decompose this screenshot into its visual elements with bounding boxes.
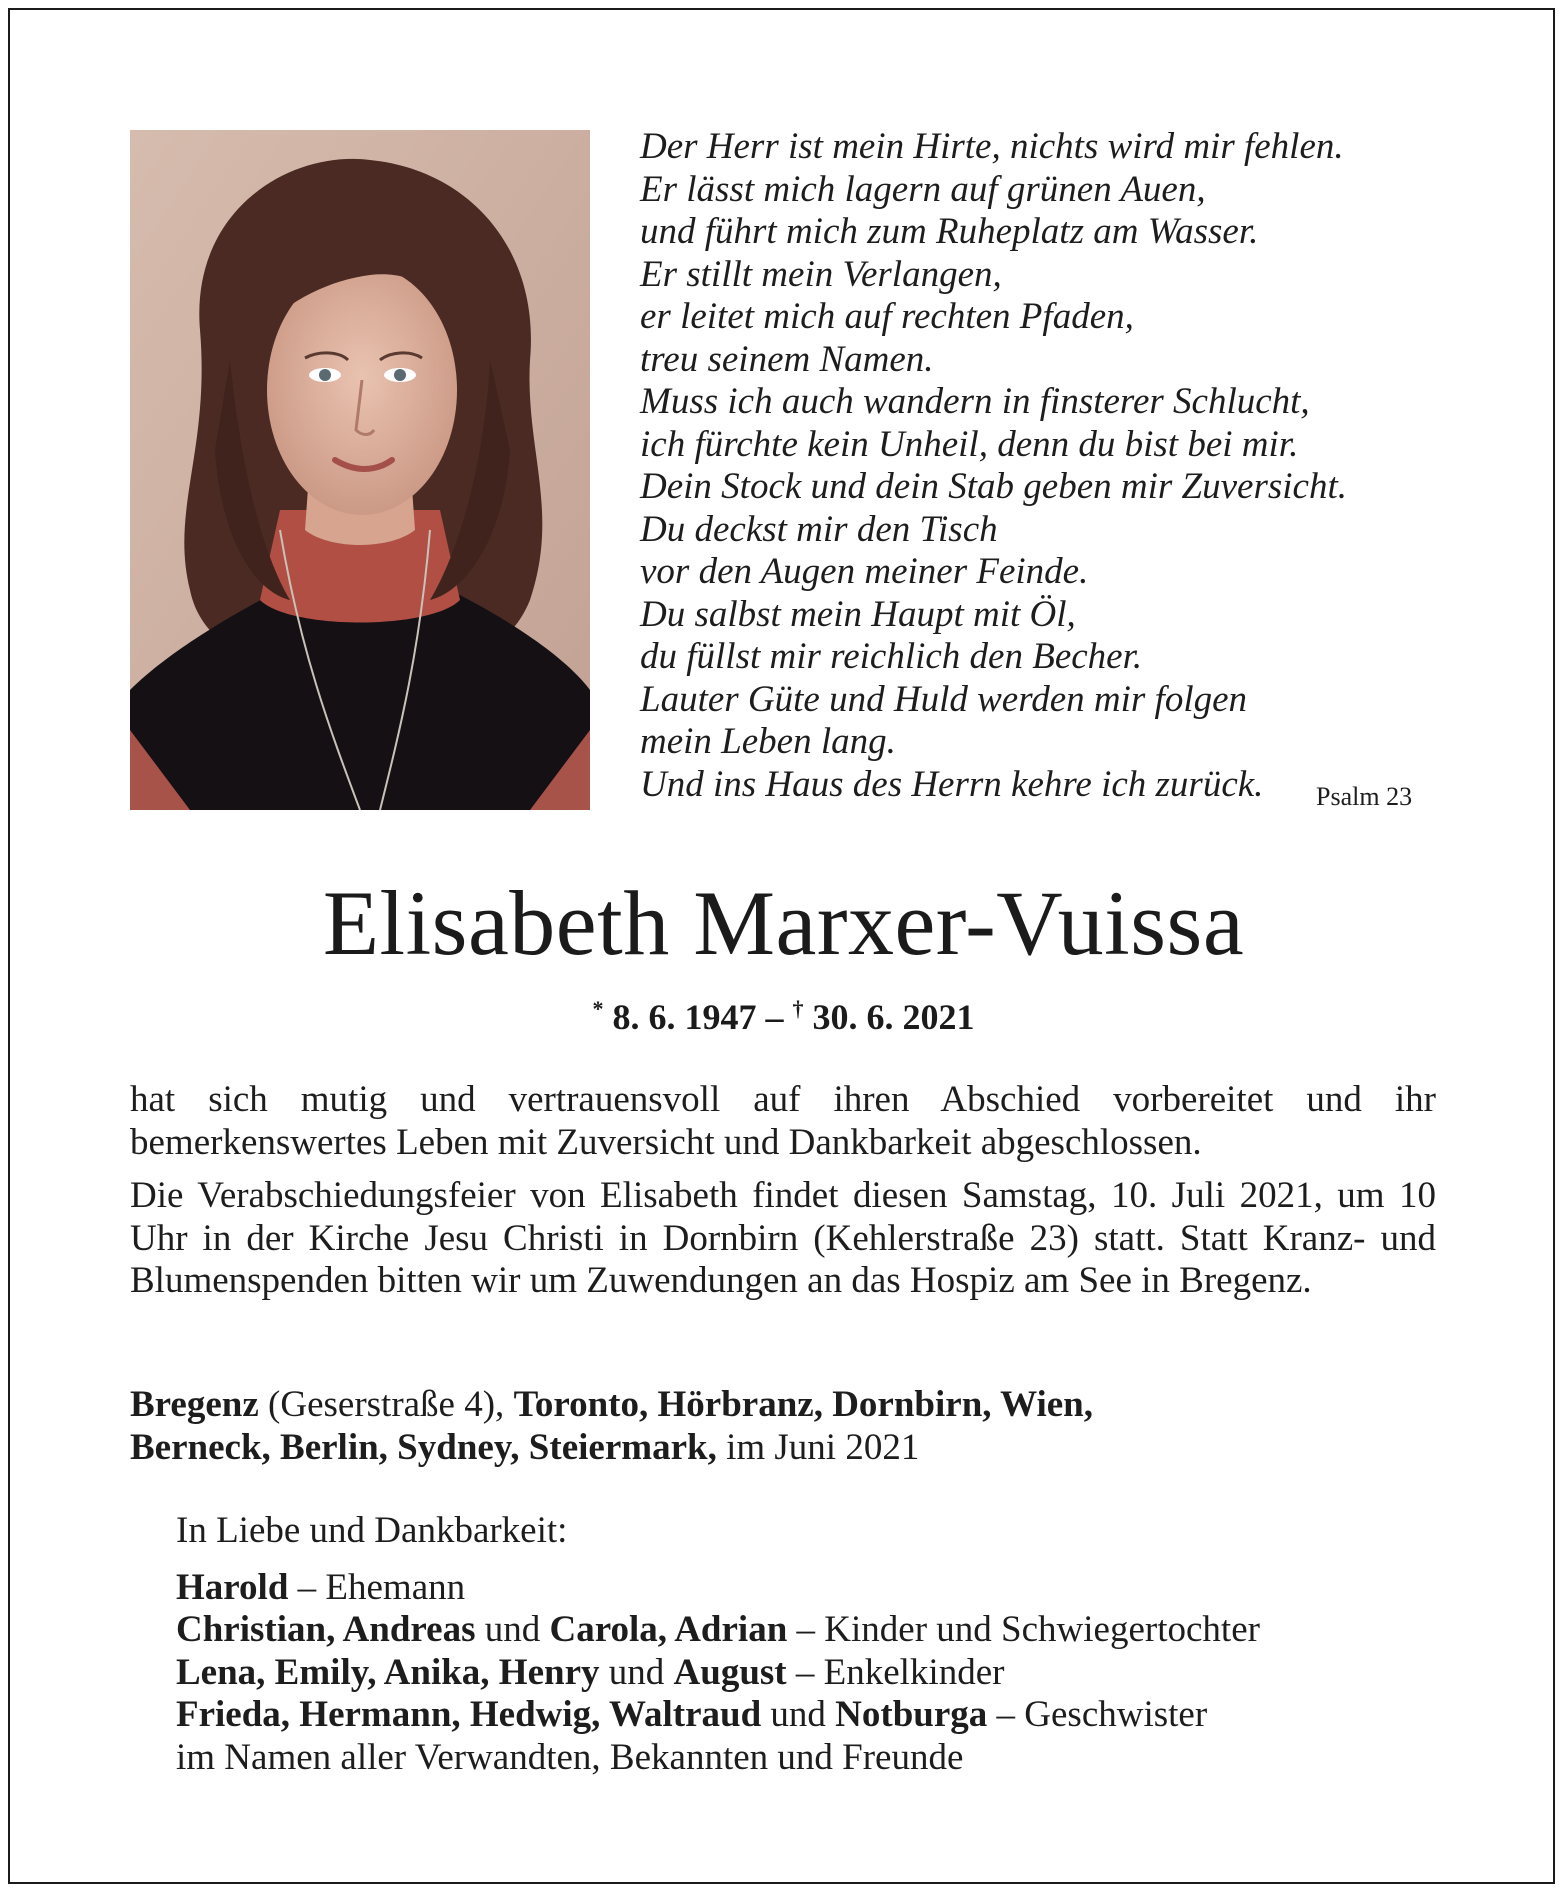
grandchildren-relation: – Enkelkinder (786, 1651, 1005, 1693)
portrait-photo (130, 130, 590, 810)
psalm-line: Muss ich auch wandern in finsterer Schlucht, (640, 381, 1310, 422)
siblings-names-a: Frieda, Hermann, Hedwig, Waltraud (176, 1694, 762, 1735)
spouse-names: Harold (176, 1566, 289, 1608)
children-joiner: und (475, 1609, 550, 1650)
family-row-grandchildren (176, 1652, 1466, 1695)
birth-date: 8. 6. 1947 (612, 997, 757, 1037)
children-names-a: Christian, Andreas (176, 1609, 476, 1650)
siblings-names-b: Notburga (835, 1694, 988, 1735)
psalm-line: treu seinem Namen. (640, 338, 934, 380)
children-relation: – Kinder und Schwiegertochter (787, 1609, 1260, 1650)
life-dates (0, 996, 1567, 1038)
psalm-line: vor den Augen meiner Feinde. (640, 551, 1089, 592)
family-row-children (176, 1609, 1466, 1652)
psalm-line: ich fürchte kein Unheil, denn du bist bei mir. (640, 423, 1299, 465)
family-closing: im Namen aller Verwandten, Bekannten und Freunde (176, 1736, 964, 1778)
death-date: 30. 6. 2021 (812, 997, 975, 1037)
psalm-reference: Psalm 23 (1316, 782, 1413, 811)
deceased-name: Elisabeth Marxer-Vuissa (322, 872, 1245, 974)
siblings-joiner: und (761, 1694, 836, 1735)
psalm-line: Er lässt mich lagern auf grünen Auen, (640, 168, 1206, 210)
psalm-line: Du salbst mein Haupt mit Öl, (640, 593, 1076, 635)
ceremony-paragraph: Die Verabschiedungsfeier von Elisabeth findet diesen Samstag, 10. Juli 2021, um 10 Uhr in der Kirche Jesu Christi in Dornbirn (Kehlerstraße 23) statt. Statt Kranz- und Blumenspenden bitten wir um Zuwendungen an das Hospiz am See in Bregenz. (130, 1175, 1436, 1301)
home-city: Bregenz (130, 1384, 259, 1425)
home-address: (Geserstraße 4), (258, 1384, 514, 1425)
psalm-line: Der Herr ist mein Hirte, nichts wird mir fehlen. (640, 126, 1344, 167)
birth-symbol: * (592, 996, 604, 1021)
farewell-paragraph: hat sich mutig und vertrauensvoll auf ihren Abschied vorbereitet und ihr bemerkenswertes Leben mit Zuversicht und Dankbarkeit abgeschlossen. (130, 1079, 1436, 1163)
family-row-spouse (176, 1567, 1466, 1610)
psalm-line: du füllst mir reichlich den Becher. (640, 636, 1143, 677)
siblings-relation: – Geschwister (987, 1694, 1208, 1735)
grandchildren-joiner: und (599, 1651, 674, 1693)
psalm-line: Du deckst mir den Tisch (640, 508, 998, 550)
grandchildren-names-b: August (673, 1651, 787, 1693)
spouse-relation: – Ehemann (288, 1566, 466, 1608)
places-line (130, 1384, 1470, 1469)
portrait-image (130, 130, 590, 810)
psalm-line: und führt mich zum Ruheplatz am Wasser. (640, 211, 1259, 252)
psalm-line: er leitet mich auf rechten Pfaden, (640, 296, 1134, 337)
family-intro: In Liebe und Dankbarkeit: (176, 1510, 568, 1551)
family-list (176, 1510, 1466, 1779)
date-separator: – (756, 997, 793, 1037)
psalm-line: mein Leben lang. (640, 721, 896, 762)
psalm-line: Er stillt mein Verlangen, (640, 253, 1002, 295)
grandchildren-names-a: Lena, Emily, Anika, Henry (176, 1651, 600, 1693)
psalm-line: Lauter Güte und Huld werden mir folgen (640, 678, 1248, 720)
psalm-text (640, 126, 1420, 806)
family-row-siblings (176, 1694, 1466, 1737)
cities-line-1: Toronto, Hörbranz, Dornbirn, Wien, (513, 1384, 1093, 1425)
death-symbol: † (792, 996, 804, 1021)
children-names-b: Carola, Adrian (549, 1609, 788, 1650)
cities-line-2: Berneck, Berlin, Sydney, Steiermark, (130, 1426, 717, 1468)
notice-date: im Juni 2021 (716, 1426, 920, 1468)
psalm-line: Dein Stock und dein Stab geben mir Zuversicht. (640, 466, 1347, 507)
psalm-line: Und ins Haus des Herrn kehre ich zurück. (640, 763, 1264, 805)
